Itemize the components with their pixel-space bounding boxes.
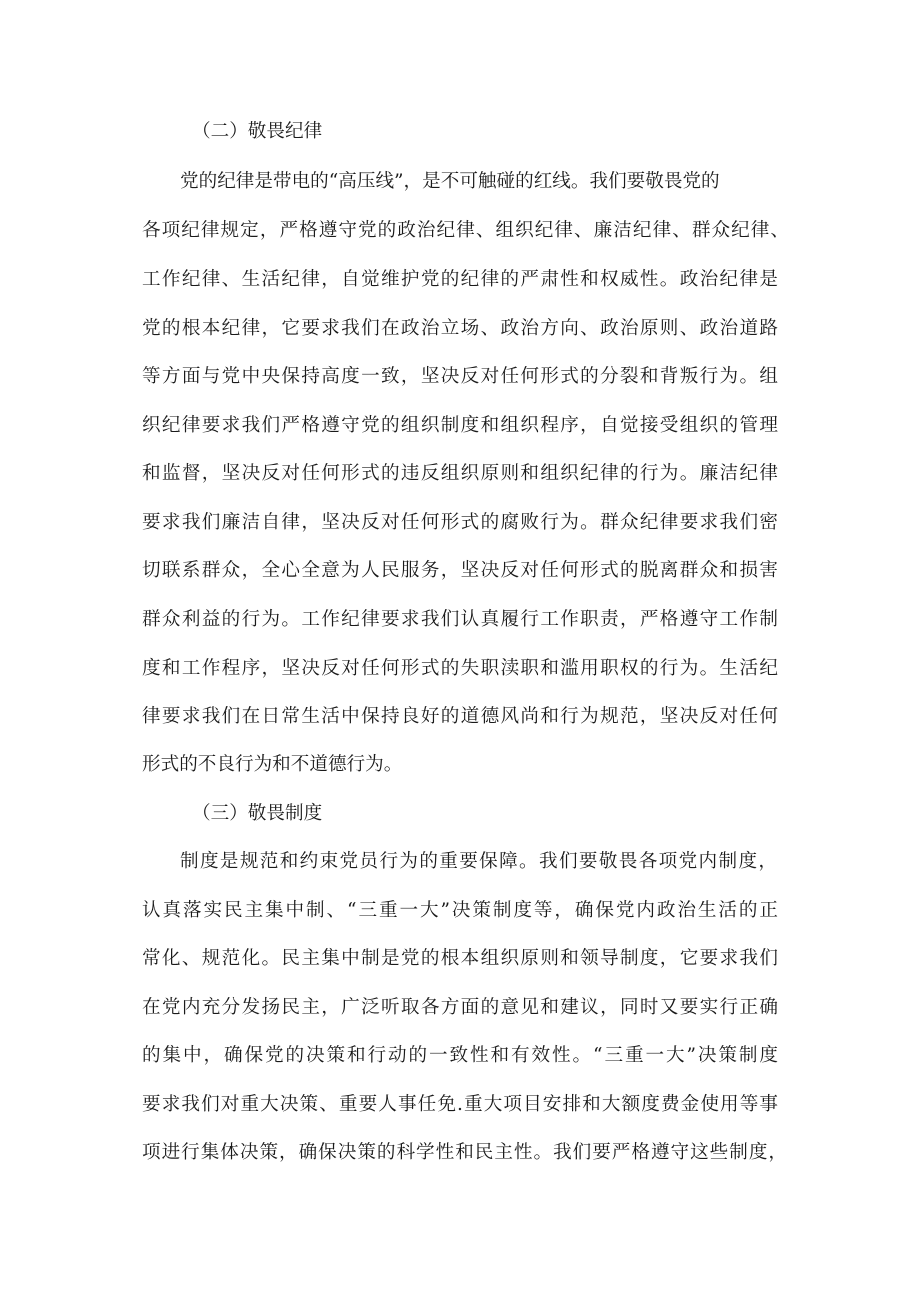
paragraph-line: 度和工作程序，坚决反对任何形式的失职渎职和滥用职权的行为。生活纪 — [142, 658, 778, 679]
paragraph-line: 党的根本纪律，它要求我们在政治立场、政治方向、政治原则、政治道路 — [142, 318, 778, 339]
paragraph-line: 工作纪律、生活纪律，自觉维护党的纪律的严肃性和权威性。政治纪律是 — [142, 269, 778, 290]
paragraph-line: 的集中，确保党的决策和行动的一致性和有效性。“三重一大”决策制度 — [142, 1045, 778, 1066]
paragraph-line: 要求我们廉洁自律，坚决反对任何形式的腐败行为。群众纪律要求我们密 — [142, 512, 778, 533]
paragraph-line: 等方面与党中央保持高度一致，坚决反对任何形式的分裂和背叛行为。组 — [142, 366, 778, 387]
paragraph-line: 形式的不良行为和不道德行为。 — [142, 754, 403, 775]
paragraph-line: 党的纪律是带电的“高压线”，是不可触碰的红线。我们要敬畏党的 — [180, 171, 720, 192]
paragraph-line: 和监督，坚决反对任何形式的违反组织原则和组织纪律的行为。廉洁纪律 — [142, 463, 778, 484]
paragraph-line: 织纪律要求我们严格遵守党的组织制度和组织程序，自觉接受组织的管理 — [142, 415, 778, 436]
paragraph-line: 要求我们对重大决策、重要人事任免.重大项目安排和大额度费金使用等事 — [142, 1094, 778, 1115]
section-heading: （三）敬畏制度 — [192, 803, 323, 824]
paragraph-line: 各项纪律规定，严格遵守党的政治纪律、组织纪律、廉洁纪律、群众纪律、 — [142, 220, 789, 241]
paragraph-line: 制度是规范和约束党员行为的重要保障。我们要敬畏各项党内制度， — [180, 851, 777, 872]
paragraph-line: 项进行集体决策，确保决策的科学性和民主性。我们要严格遵守这些制度， — [142, 1142, 787, 1163]
paragraph-line: 群众利益的行为。工作纪律要求我们认真履行工作职责，严格遵守工作制 — [142, 609, 778, 630]
paragraph-line: 律要求我们在日常生活中保持良好的道德风尚和行为规范，坚决反对任何 — [142, 706, 778, 727]
paragraph-line: 在党内充分发扬民主，广泛听取各方面的意见和建议，同时又要实行正确 — [142, 997, 778, 1018]
section-heading: （二）敬畏纪律 — [192, 121, 323, 142]
paragraph-line: 认真落实民主集中制、“三重一大”决策制度等，确保党内政治生活的正 — [142, 900, 778, 921]
paragraph-line: 切联系群众，全心全意为人民服务，坚决反对任何形式的脱离群众和损害 — [142, 560, 778, 581]
paragraph-line: 常化、规范化。民主集中制是党的根本组织原则和领导制度，它要求我们 — [142, 948, 778, 969]
